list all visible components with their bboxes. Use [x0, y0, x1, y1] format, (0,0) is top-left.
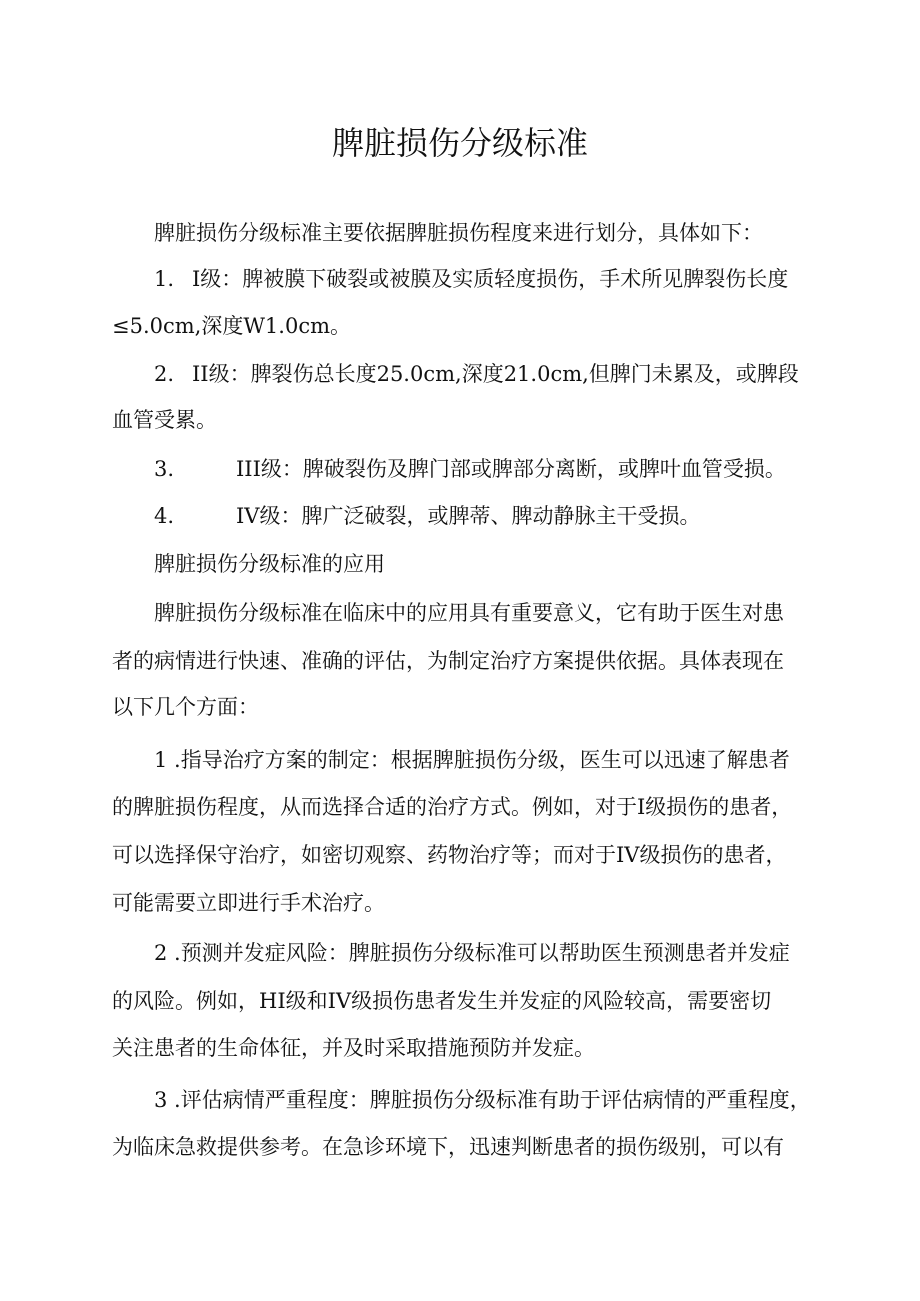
grade-2-number: 2. — [154, 362, 175, 386]
point-1-line: 可以选择保守治疗，如密切观察、药物治疗等；而对于IV级损伤的患者， — [112, 843, 787, 867]
grade-1-text: I级：脾被膜下破裂或被膜及实质轻度损伤，手术所见脾裂伤长度 — [192, 267, 789, 291]
grade-2-text-cont: 血管受累。 — [112, 408, 217, 432]
point-2-line: 2 .预测并发症风险：脾脏损伤分级标准可以帮助医生预测患者并发症 — [154, 941, 790, 965]
point-3-line: 3 .评估病情严重程度：脾脏损伤分级标准有助于评估病情的严重程度， — [154, 1088, 811, 1112]
point-1-line: 1 .指导治疗方案的制定：根据脾脏损伤分级，医生可以迅速了解患者 — [154, 748, 790, 772]
grade-3-text: III级：脾破裂伤及脾门部或脾部分离断，或脾叶血管受损。 — [236, 457, 786, 481]
grade-1-text-cont: ≤5.0cm,深度W1.0cm。 — [112, 314, 351, 338]
point-3-line: 为临床急救提供参考。在急诊环境下，迅速判断患者的损伤级别，可以有 — [112, 1135, 784, 1159]
grade-4-text: IV级：脾广泛破裂，或脾蒂、脾动静脉主干受损。 — [236, 504, 701, 528]
application-paragraph-line: 脾脏损伤分级标准在临床中的应用具有重要意义，它有助于医生对患 — [154, 601, 784, 625]
grade-2-text: II级：脾裂伤总长度25.0cm,深度21.0cm,但脾门未累及，或脾段 — [192, 362, 799, 386]
page-title: 脾脏损伤分级标准 — [331, 124, 588, 162]
point-1-line: 的脾脏损伤程度，从而选择合适的治疗方式。例如，对于I级损伤的患者， — [112, 795, 793, 819]
grade-4-number: 4. — [154, 504, 175, 528]
section-heading: 脾脏损伤分级标准的应用 — [154, 552, 385, 576]
point-2-line: 关注患者的生命体征，并及时采取措施预防并发症。 — [112, 1036, 595, 1060]
grade-1-number: 1. — [154, 267, 175, 291]
intro-paragraph: 脾脏损伤分级标准主要依据脾脏损伤程度来进行划分，具体如下： — [154, 221, 763, 245]
point-1-line: 可能需要立即进行手术治疗。 — [112, 891, 385, 915]
point-2-line: 的风险。例如，HI级和IV级损伤患者发生并发症的风险较高，需要密切 — [112, 989, 772, 1013]
grade-3-number: 3. — [154, 457, 175, 481]
application-paragraph-line: 以下几个方面： — [112, 695, 259, 719]
application-paragraph-line: 者的病情进行快速、准确的评估，为制定治疗方案提供依据。具体表现在 — [112, 649, 784, 673]
